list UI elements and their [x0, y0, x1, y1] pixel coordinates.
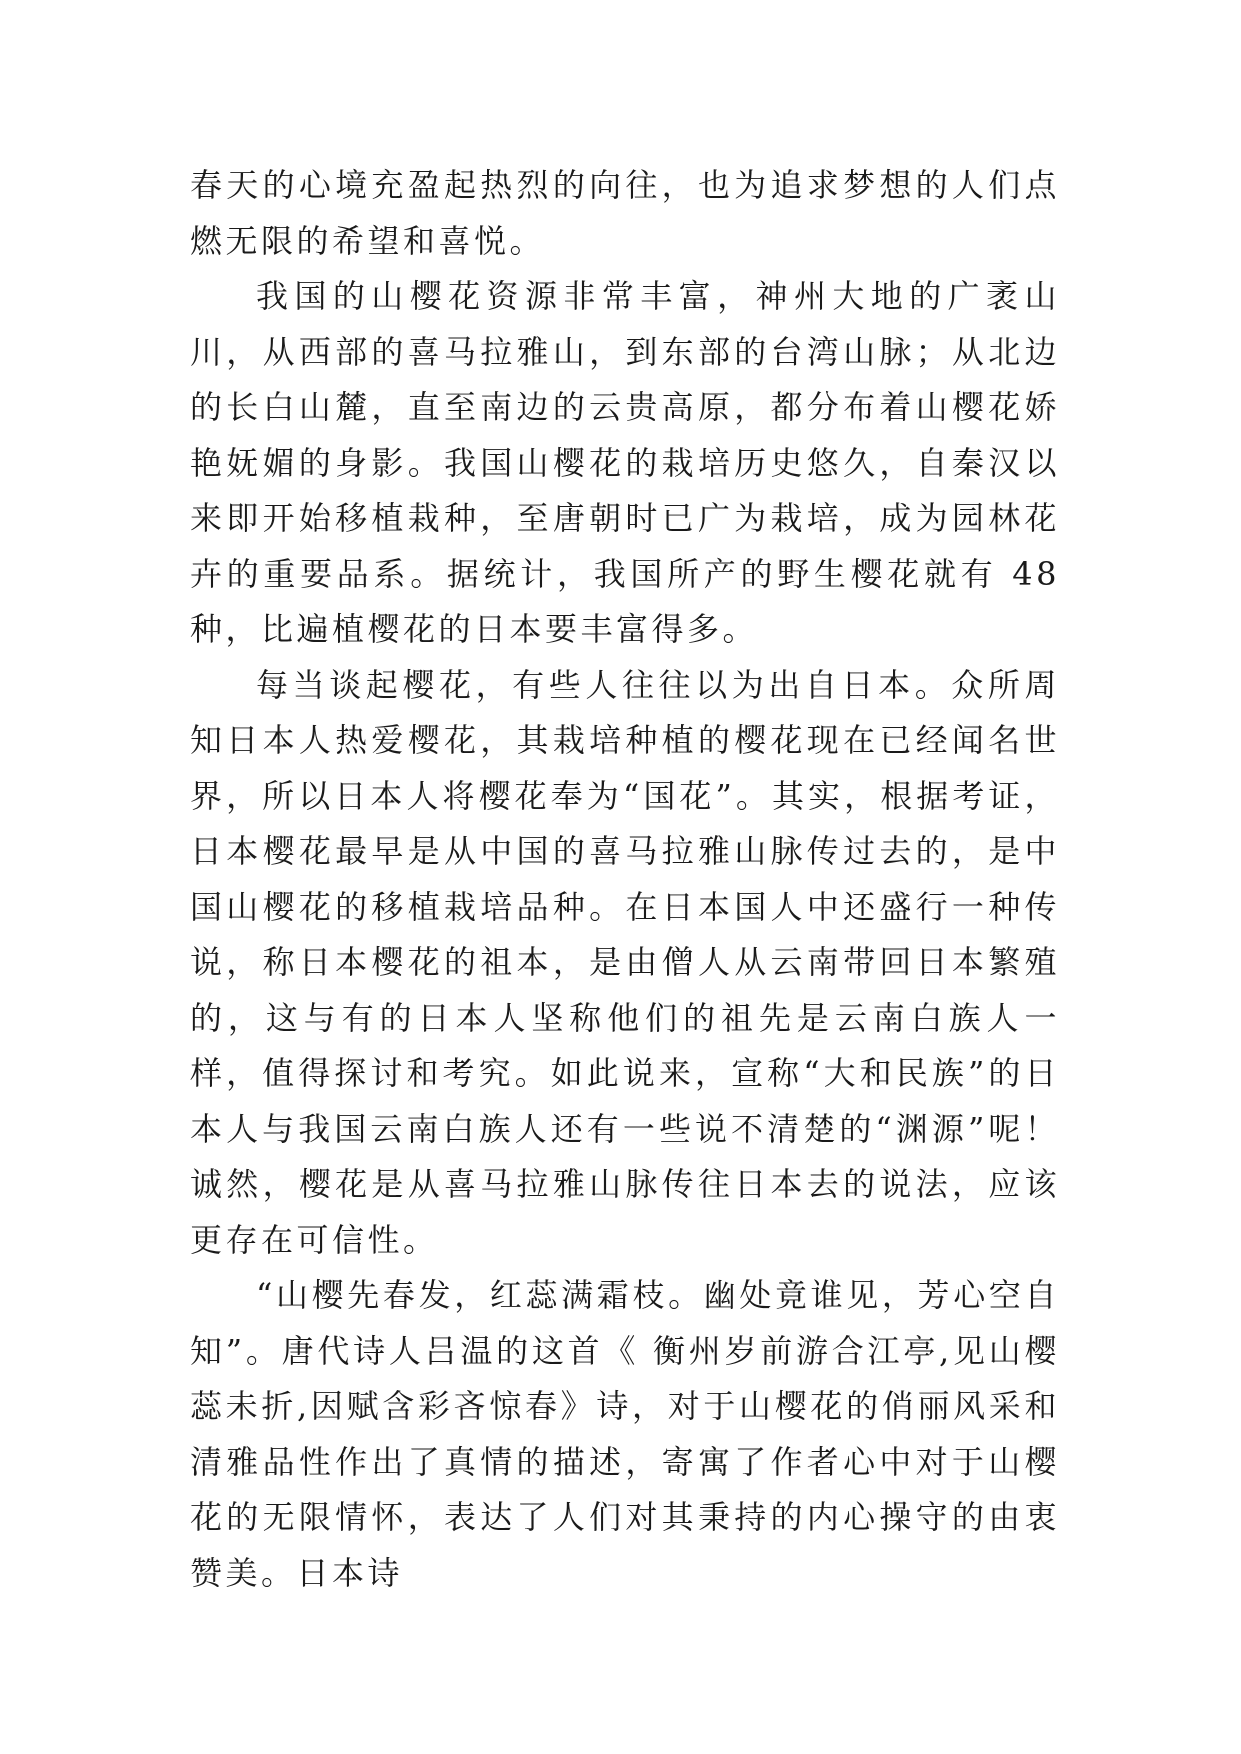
paragraph-4: “山樱先春发，红蕊满霜枝。幽处竟谁见，芳心空自知”。唐代诗人吕温的这首《 衡州岁前游合江亭,见山樱蕊未折,因赋含彩吝惊春》诗，对于山樱花的俏丽风采和清雅品性作出了真情的描述，寄寓了作者心中对于山樱花的无限情怀，表达了人们对其秉持的内心操守的由衷赞美。日本诗	[190, 1276, 1060, 1592]
paragraph-2: 我国的山樱花资源非常丰富，神州大地的广袤山川，从西部的喜马拉雅山，到东部的台湾山脉；从北边的长白山麓，直至南边的云贵高原，都分布着山樱花娇艳妩媚的身影。我国山樱花的栽培历史悠久，自秦汉以来即开始移植栽种，至唐朝时已广为栽培，成为园林花卉的重要品系。据统计，我国所产的野生樱花就有 48 种，比遍植樱花的日本要丰富得多。	[190, 277, 1060, 648]
body-text	[190, 158, 1060, 1601]
paragraph-1: 春天的心境充盈起热烈的向往，也为追求梦想的人们点燃无限的希望和喜悦。	[190, 166, 1060, 260]
paragraph-3: 每当谈起樱花，有些人往往以为出自日本。众所周知日本人热爱樱花，其栽培种植的樱花现在已经闻名世界，所以日本人将樱花奉为“国花”。其实，根据考证，日本樱花最早是从中国的喜马拉雅山脉传过去的，是中国山樱花的移植栽培品种。在日本国人中还盛行一种传说，称日本樱花的祖本，是由僧人从云南带回日本繁殖的，这与有的日本人坚称他们的祖先是云南白族人一样，值得探讨和考究。如此说来，宣称“大和民族”的日本人与我国云南白族人还有一些说不清楚的“渊源”呢！诚然，樱花是从喜马拉雅山脉传往日本去的说法，应该更存在可信性。	[190, 665, 1060, 1259]
